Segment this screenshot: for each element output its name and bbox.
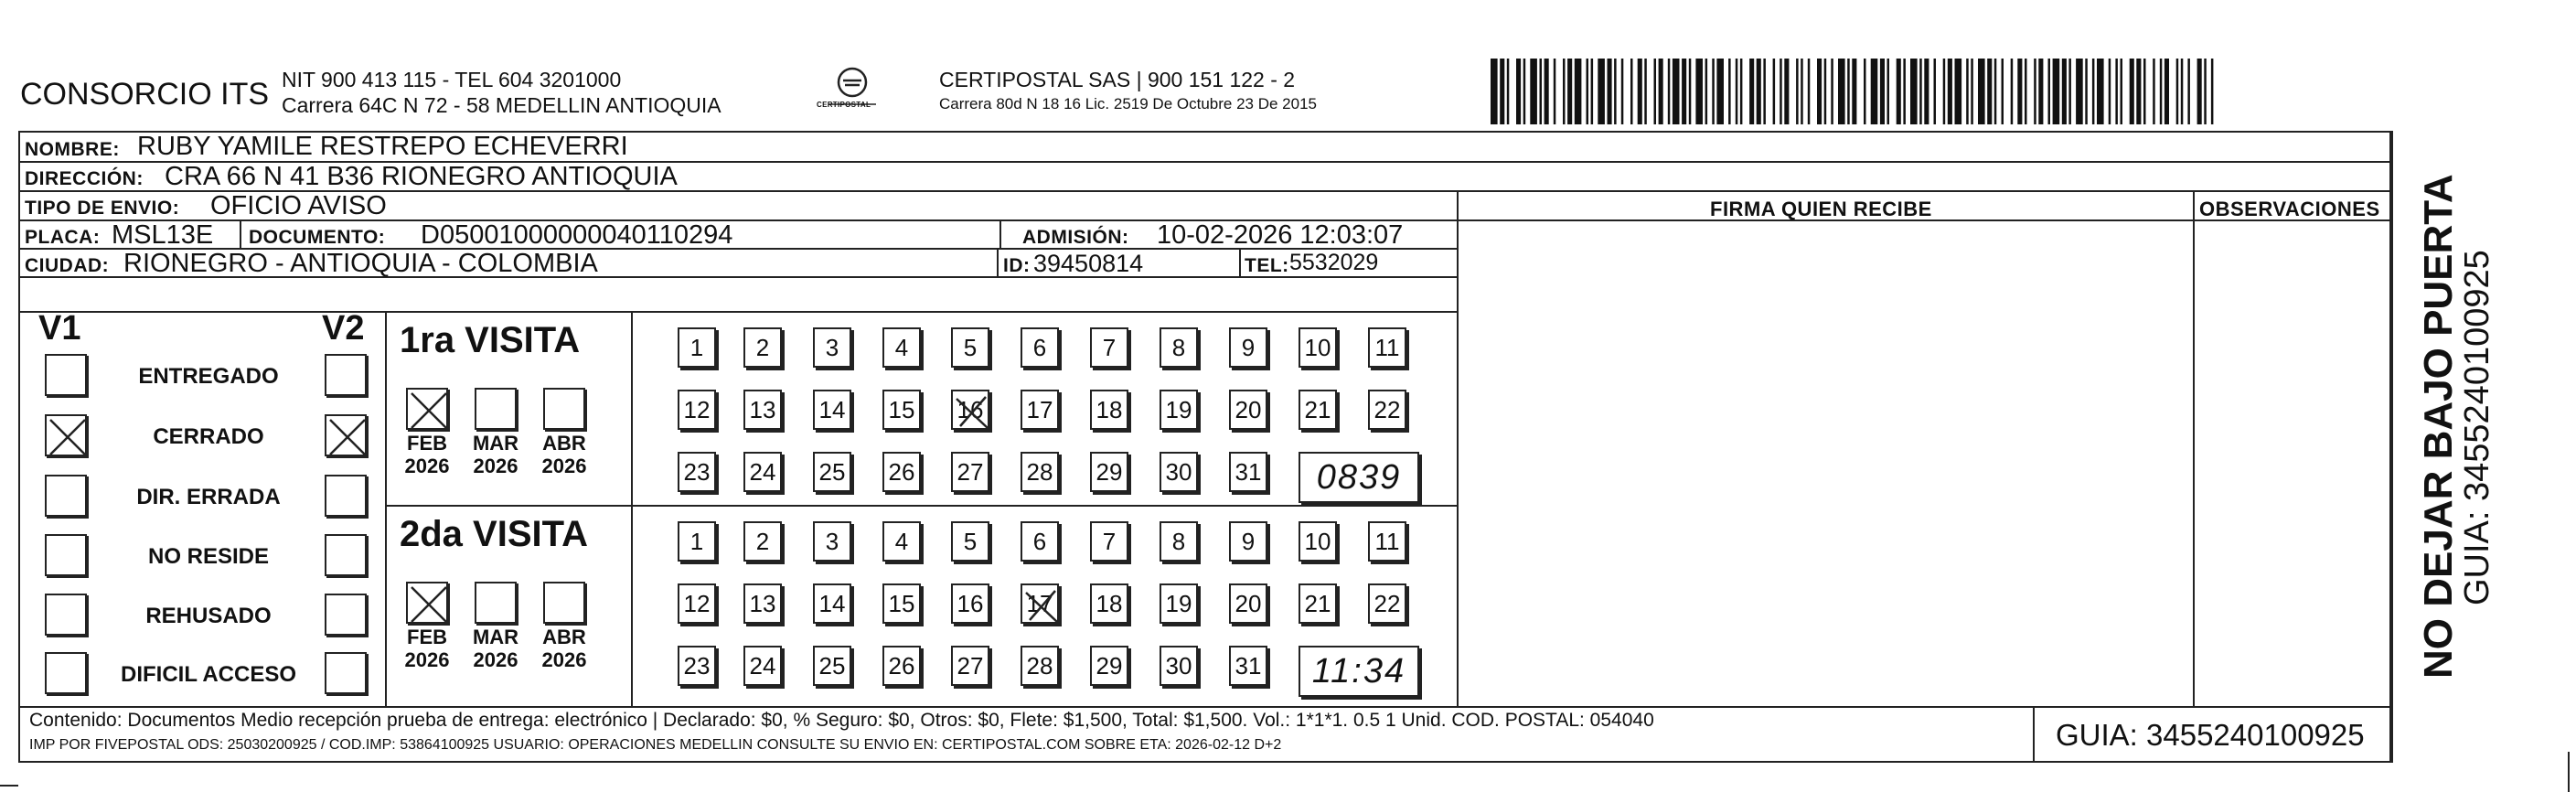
year-label: 2026 (473, 648, 518, 671)
admision-label: ADMISIÓN: (1022, 227, 1129, 248)
day-box[interactable]: 19 (1160, 583, 1198, 624)
carrier-name: CERTIPOSTAL SAS | 900 151 122 - 2 (939, 68, 1296, 91)
day-box[interactable]: 27 (951, 452, 989, 492)
day-box[interactable]: 13 (743, 390, 782, 430)
side-guia: GUIA: 3455240100925 (2458, 250, 2496, 605)
v2-status-checkbox[interactable] (325, 594, 367, 636)
day-box[interactable]: 18 (1090, 390, 1128, 430)
day-box[interactable]: 1 (678, 521, 716, 562)
year-label: 2026 (541, 648, 587, 671)
footer-contenido: Contenido: Documentos Medio recepción prueba de entrega: electrónico | Declarado: $0, % Seguro: $0, Otros: $0, Flete: $1,500, Total: $1,500. Vol.: 1*1*1. 0.5 1 Unid. COD. POSTAL: 054040 (29, 710, 1654, 731)
v1-status-checkbox[interactable] (45, 534, 87, 576)
first-visit-time[interactable]: 0839 (1299, 452, 1419, 503)
day-box[interactable]: 29 (1090, 646, 1128, 686)
day-box[interactable]: 15 (882, 583, 921, 624)
day-box[interactable]: 23 (678, 452, 716, 492)
id-label: ID: (1003, 255, 1031, 276)
year-label: 2026 (473, 455, 518, 477)
day-box[interactable]: 10 (1299, 327, 1337, 368)
firma-label: FIRMA QUIEN RECIBE (1710, 198, 1932, 220)
v2-status-checkbox[interactable] (325, 354, 367, 396)
v2-header: V2 (322, 309, 365, 348)
day-mark-icon (1022, 585, 1061, 626)
status-label: DIFICIL ACCESO (120, 662, 296, 687)
company-nit: NIT 900 413 115 - TEL 604 3201000 (282, 68, 622, 91)
day-box[interactable]: 21 (1299, 583, 1337, 624)
status-label: NO RESIDE (147, 544, 270, 569)
day-box[interactable]: 2 (743, 327, 782, 368)
day-box[interactable]: 31 (1229, 452, 1267, 492)
day-box[interactable]: 14 (813, 583, 851, 624)
first-visit-title: 1ra VISITA (400, 320, 581, 360)
day-box[interactable]: 12 (678, 390, 716, 430)
second-visit-title: 2da VISITA (400, 514, 588, 554)
tipo-envio-label: TIPO DE ENVIO: (25, 198, 180, 219)
day-box[interactable]: 4 (882, 327, 921, 368)
day-box[interactable]: 11 (1368, 327, 1406, 368)
day-box[interactable]: 20 (1229, 583, 1267, 624)
day-box[interactable]: 3 (813, 521, 851, 562)
second-visit-month-checkbox[interactable] (475, 582, 517, 624)
day-box[interactable]: 26 (882, 452, 921, 492)
day-box[interactable]: 30 (1160, 646, 1198, 686)
day-box[interactable]: 28 (1021, 452, 1059, 492)
documento-value: D05001000000040110294 (421, 220, 733, 250)
year-label: 2026 (404, 455, 450, 477)
day-box[interactable]: 6 (1021, 327, 1059, 368)
footer-imp: IMP POR FIVEPOSTAL ODS: 25030200925 / COD.IMP: 53864100925 USUARIO: OPERACIONES MEDELLIN CONSULTE SU ENVIO EN: CERTIPOSTAL.COM SOBRE ETA: 2026-02-12 D+2 (29, 737, 1282, 753)
second-visit-time[interactable]: 11:34 (1299, 646, 1419, 697)
day-box[interactable]: 8 (1160, 521, 1198, 562)
second-visit-month-checkbox[interactable] (543, 582, 585, 624)
status-label: DIR. ERRADA (136, 485, 281, 509)
observaciones-label: OBSERVACIONES (2199, 198, 2380, 220)
day-box[interactable]: 22 (1368, 583, 1406, 624)
day-box[interactable]: 1 (678, 327, 716, 368)
day-box[interactable]: 24 (743, 452, 782, 492)
nombre-label: NOMBRE: (25, 139, 120, 160)
day-box[interactable]: 27 (951, 646, 989, 686)
day-box[interactable]: 21 (1299, 390, 1337, 430)
day-box[interactable]: 14 (813, 390, 851, 430)
v1-header: V1 (38, 309, 81, 348)
v2-status-checkbox[interactable] (325, 475, 367, 517)
day-box[interactable]: 5 (951, 327, 989, 368)
day-box[interactable]: 23 (678, 646, 716, 686)
day-box[interactable]: 26 (882, 646, 921, 686)
month-label: MAR (472, 432, 519, 455)
day-box[interactable]: 9 (1229, 327, 1267, 368)
day-box[interactable]: 8 (1160, 327, 1198, 368)
status-label: REHUSADO (145, 604, 272, 628)
v1-status-checkbox[interactable] (45, 354, 87, 396)
year-label: 2026 (404, 648, 450, 671)
day-box[interactable]: 31 (1229, 646, 1267, 686)
day-box[interactable]: 17 (1021, 390, 1059, 430)
tel-value: 5532029 (1289, 250, 1379, 275)
day-box[interactable]: 6 (1021, 521, 1059, 562)
id-value: 39450814 (1033, 250, 1144, 277)
v1-status-checkbox[interactable] (45, 594, 87, 636)
status-label: ENTREGADO (138, 364, 279, 389)
day-box[interactable]: 7 (1090, 327, 1128, 368)
ciudad-value: RIONEGRO - ANTIOQUIA - COLOMBIA (123, 249, 598, 278)
v1-status-checkbox[interactable] (45, 475, 87, 517)
direccion-label: DIRECCIÓN: (25, 168, 144, 189)
nombre-value: RUBY YAMILE RESTREPO ECHEVERRI (137, 132, 628, 161)
day-box[interactable]: 15 (882, 390, 921, 430)
day-box[interactable]: 9 (1229, 521, 1267, 562)
day-box[interactable]: 20 (1229, 390, 1267, 430)
barcode (1491, 59, 2222, 124)
day-box[interactable]: 4 (882, 521, 921, 562)
tel-label: TEL: (1245, 255, 1289, 276)
day-box[interactable]: 18 (1090, 583, 1128, 624)
v1-status-checkbox[interactable] (45, 652, 87, 694)
day-box[interactable]: 28 (1021, 646, 1059, 686)
v2-status-checkbox[interactable] (325, 534, 367, 576)
first-visit-month-checkbox[interactable] (543, 388, 585, 430)
day-box[interactable]: 25 (813, 646, 851, 686)
carrier-address: Carrera 80d N 18 16 Lic. 2519 De Octubre 23 De 2015 (939, 95, 1317, 112)
direccion-value: CRA 66 N 41 B36 RIONEGRO ANTIOQUIA (165, 162, 678, 191)
v2-status-checkbox[interactable] (325, 414, 367, 456)
day-box[interactable]: 22 (1368, 390, 1406, 430)
month-label: ABR (542, 432, 586, 455)
day-box[interactable]: 11 (1368, 521, 1406, 562)
month-label: ABR (542, 626, 586, 648)
v2-status-checkbox[interactable] (325, 652, 367, 694)
ciudad-label: CIUDAD: (25, 255, 110, 276)
second-visit-month-checkbox[interactable] (406, 582, 448, 624)
day-box[interactable]: 17 (1021, 583, 1059, 624)
v1-status-checkbox[interactable] (45, 414, 87, 456)
first-visit-month-checkbox[interactable] (406, 388, 448, 430)
day-box[interactable]: 10 (1299, 521, 1337, 562)
day-box[interactable]: 12 (678, 583, 716, 624)
first-visit-month-checkbox[interactable] (475, 388, 517, 430)
day-box[interactable]: 7 (1090, 521, 1128, 562)
year-label: 2026 (541, 455, 587, 477)
tipo-envio-value: OFICIO AVISO (210, 191, 387, 220)
documento-label: DOCUMENTO: (249, 227, 386, 248)
day-box[interactable]: 3 (813, 327, 851, 368)
company-name: CONSORCIO ITS (20, 77, 270, 112)
placa-value: MSL13E (112, 220, 214, 250)
placa-label: PLACA: (25, 227, 101, 248)
day-box[interactable]: 13 (743, 583, 782, 624)
month-label: FEB (407, 432, 447, 455)
company-address: Carrera 64C N 72 - 58 MEDELLIN ANTIOQUIA (282, 93, 721, 117)
side-warning: NO DEJAR BAJO PUERTA (2416, 174, 2461, 679)
day-box[interactable]: 5 (951, 521, 989, 562)
day-box[interactable]: 19 (1160, 390, 1198, 430)
day-box[interactable]: 30 (1160, 452, 1198, 492)
month-label: MAR (472, 626, 519, 648)
day-box[interactable]: 2 (743, 521, 782, 562)
day-box[interactable]: 16 (951, 583, 989, 624)
day-box[interactable]: 25 (813, 452, 851, 492)
status-label: CERRADO (153, 424, 264, 449)
logo-text: CERTIPOSTAL (817, 101, 871, 109)
day-box[interactable]: 16 (951, 390, 989, 430)
admision-value: 10-02-2026 12:03:07 (1157, 220, 1404, 250)
day-box[interactable]: 29 (1090, 452, 1128, 492)
footer-guia: GUIA: 3455240100925 (2056, 718, 2365, 752)
day-box[interactable]: 24 (743, 646, 782, 686)
day-mark-icon (953, 391, 991, 432)
month-label: FEB (407, 626, 447, 648)
